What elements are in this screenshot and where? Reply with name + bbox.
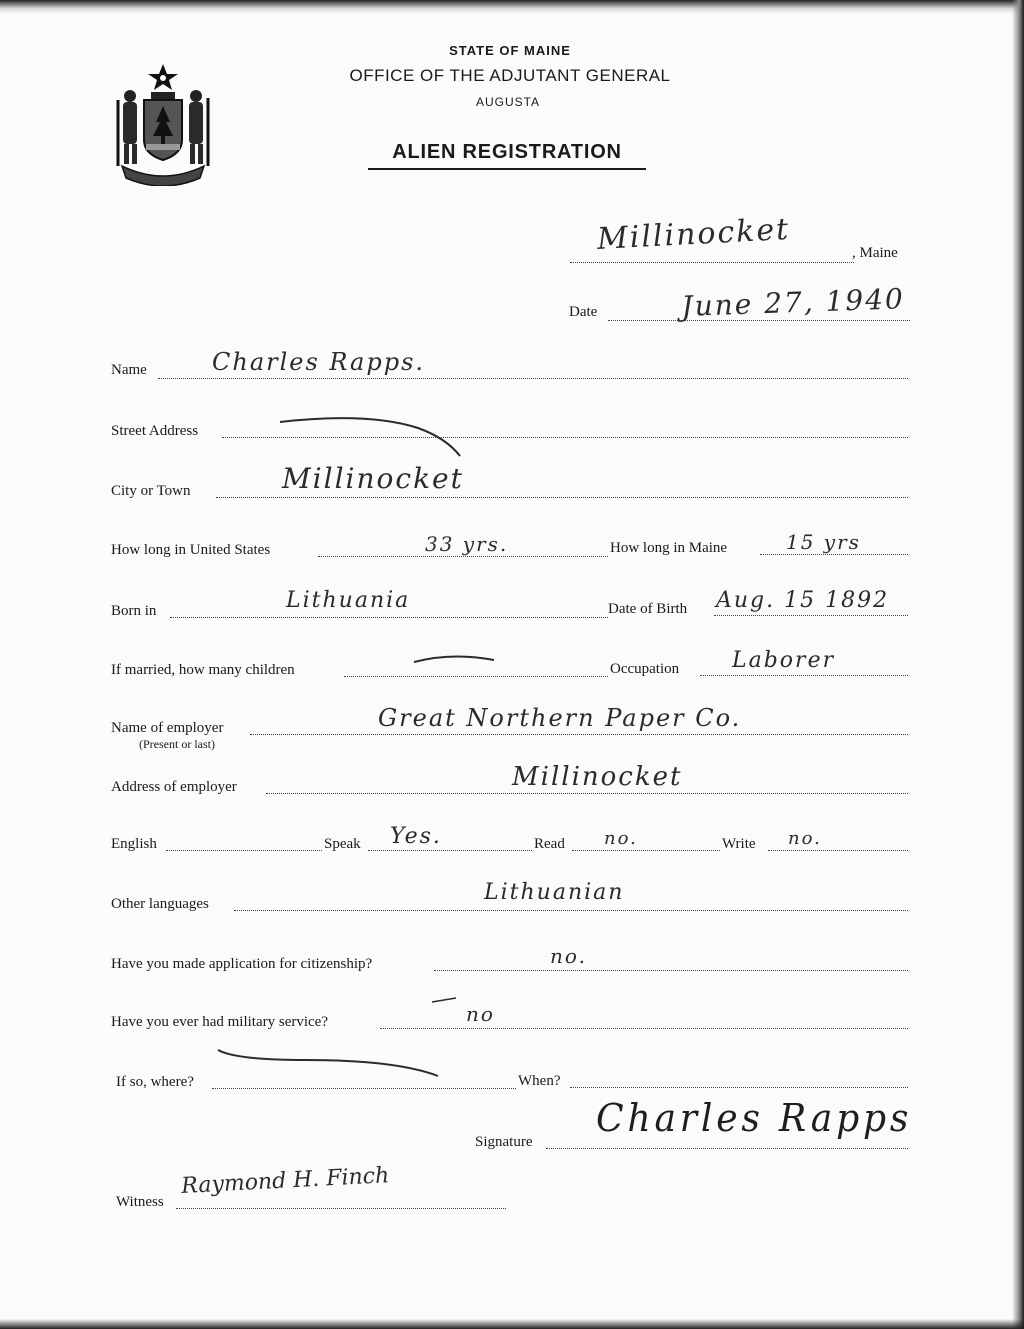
city-heading: AUGUSTA bbox=[475, 95, 541, 109]
speak-value: Yes. bbox=[390, 824, 442, 849]
form-title: ALIEN REGISTRATION bbox=[368, 141, 646, 170]
place-value: Millinocket bbox=[596, 211, 792, 257]
street-address-label: Street Address bbox=[111, 423, 199, 439]
occupation-line bbox=[700, 675, 908, 676]
children-label: If married, how many children bbox=[111, 662, 295, 678]
where-dash bbox=[216, 1044, 446, 1084]
born-in-line bbox=[170, 617, 608, 618]
scan-edge-top bbox=[0, 0, 1024, 14]
write-line bbox=[768, 850, 908, 851]
born-in-label: Born in bbox=[111, 603, 157, 619]
street-address-dash bbox=[278, 414, 468, 464]
other-languages-label: Other languages bbox=[111, 896, 209, 912]
how-long-maine-line bbox=[760, 554, 908, 555]
read-value: no. bbox=[604, 828, 638, 849]
children-line bbox=[344, 676, 608, 677]
name-value: Charles Rapps. bbox=[212, 348, 426, 376]
date-of-birth-value: Aug. 15 1892 bbox=[716, 588, 890, 613]
military-value: no bbox=[466, 1002, 495, 1026]
date-of-birth-line bbox=[714, 615, 908, 616]
read-label: Read bbox=[534, 836, 565, 852]
city-line bbox=[216, 497, 908, 498]
where-line bbox=[212, 1088, 516, 1089]
city-value: Millinocket bbox=[282, 462, 464, 495]
witness-line bbox=[176, 1208, 506, 1209]
write-label: Write bbox=[722, 836, 756, 852]
name-label: Name bbox=[111, 362, 147, 378]
military-tick bbox=[430, 996, 460, 1006]
children-dash bbox=[412, 652, 498, 666]
other-languages-value: Lithuanian bbox=[484, 880, 625, 905]
english-line bbox=[166, 850, 322, 851]
how-long-us-label: How long in United States bbox=[111, 542, 271, 558]
scan-edge-right bbox=[1012, 0, 1024, 1329]
how-long-maine-label: How long in Maine bbox=[610, 540, 728, 556]
employer-value: Great Northern Paper Co. bbox=[378, 704, 742, 732]
military-label: Have you ever had military service? bbox=[111, 1014, 328, 1030]
occupation-value: Laborer bbox=[732, 648, 836, 673]
how-long-us-value: 33 yrs. bbox=[425, 532, 509, 556]
speak-label: Speak bbox=[324, 836, 361, 852]
employer-label: Name of employer bbox=[111, 720, 224, 736]
signature-line bbox=[546, 1148, 908, 1149]
read-line bbox=[572, 850, 720, 851]
date-value: June 27, 1940 bbox=[680, 282, 906, 323]
employer-address-value: Millinocket bbox=[512, 762, 683, 792]
city-label: City or Town bbox=[111, 483, 191, 499]
occupation-label: Occupation bbox=[610, 661, 680, 677]
citizenship-value: no. bbox=[550, 944, 587, 968]
place-suffix: , Maine bbox=[852, 245, 898, 261]
signature-value: Charles Rapps bbox=[596, 1096, 913, 1140]
how-long-us-line bbox=[318, 556, 608, 557]
when-label: When? bbox=[518, 1073, 561, 1089]
write-value: no. bbox=[788, 828, 822, 849]
signature-label: Signature bbox=[475, 1134, 533, 1150]
scan-edge-bottom bbox=[0, 1319, 1024, 1329]
employer-sublabel: (Present or last) bbox=[139, 737, 215, 751]
born-in-value: Lithuania bbox=[286, 588, 411, 613]
english-label: English bbox=[111, 836, 157, 852]
place-line bbox=[570, 262, 854, 263]
employer-address-line bbox=[266, 793, 908, 794]
witness-label: Witness bbox=[116, 1194, 164, 1210]
other-languages-line bbox=[234, 910, 908, 911]
office-heading: OFFICE OF THE ADJUTANT GENERAL bbox=[349, 66, 671, 85]
employer-line bbox=[250, 734, 908, 735]
speak-line bbox=[368, 850, 532, 851]
state-heading: STATE OF MAINE bbox=[449, 43, 571, 58]
citizenship-label: Have you made application for citizenship? bbox=[111, 956, 373, 972]
employer-address-label: Address of employer bbox=[111, 779, 237, 795]
how-long-maine-value: 15 yrs bbox=[786, 530, 861, 554]
name-line bbox=[158, 378, 908, 379]
date-label: Date bbox=[569, 304, 598, 320]
when-line bbox=[570, 1087, 908, 1088]
where-label: If so, where? bbox=[116, 1074, 194, 1090]
date-of-birth-label: Date of Birth bbox=[608, 601, 688, 617]
witness-value: Raymond H. Finch bbox=[180, 1163, 390, 1199]
military-line bbox=[380, 1028, 908, 1029]
citizenship-line bbox=[434, 970, 908, 971]
